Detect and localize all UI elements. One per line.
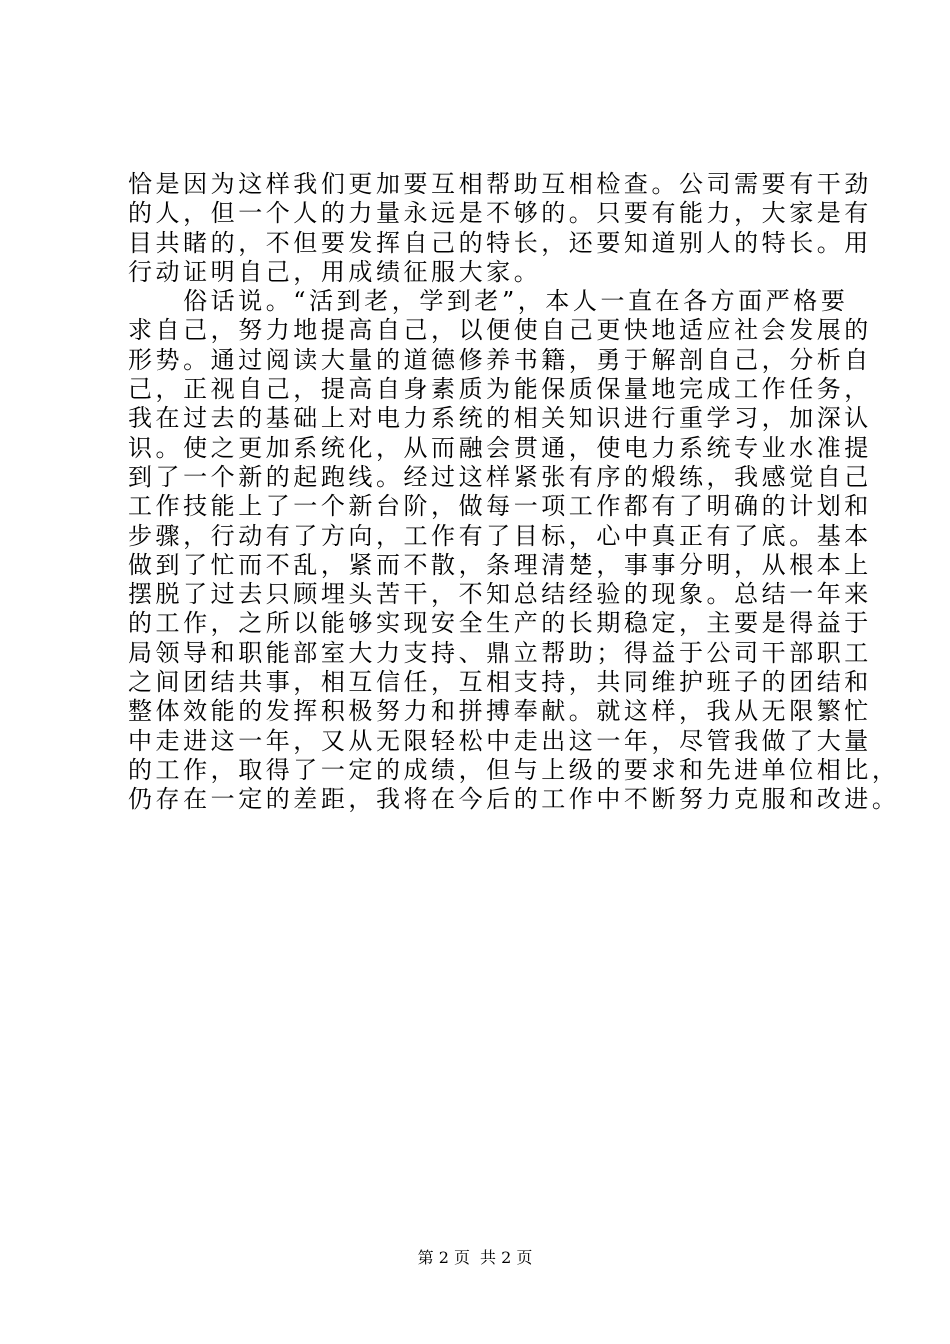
body-text — [128, 170, 900, 815]
text-line: 工作技能上了一个新台阶，做每一项工作都有了明确的计划和 — [128, 492, 872, 521]
text-line: 求自己，努力地提高自己，以便使自己更快地适应社会发展的 — [128, 316, 872, 345]
page-total: 共 2 页 — [480, 1248, 533, 1267]
text-line: 识。使之更加系统化，从而融会贯通，使电力系统专业水准提 — [128, 433, 872, 462]
text-line: 俗话说。“活到老，学到老”，本人一直在各方面严格要 — [128, 287, 849, 316]
text-line: 目共睹的，不但要发挥自己的特长，还要知道别人的特长。用 — [128, 228, 872, 257]
text-line: 的工作，取得了一定的成绩，但与上级的要求和先进单位相比， — [128, 755, 900, 784]
text-line: 中走进这一年，又从无限轻松中走出这一年，尽管我做了大量 — [128, 726, 872, 755]
text-line: 局领导和职能部室大力支持、鼎立帮助；得益于公司干部职工 — [128, 638, 872, 667]
text-line: 的工作，之所以能够实现安全生产的长期稳定，主要是得益于 — [128, 609, 872, 638]
text-line: 的人，但一个人的力量永远是不够的。只要有能力，大家是有 — [128, 199, 872, 228]
text-line: 做到了忙而不乱，紧而不散，条理清楚，事事分明，从根本上 — [128, 550, 872, 579]
text-line: 摆脱了过去只顾埋头苦干，不知总结经验的现象。总结一年来 — [128, 580, 872, 609]
page-number: 第 2 页 — [417, 1248, 470, 1267]
text-line: 己，正视自己，提高自身素质为能保质保量地完成工作任务， — [128, 375, 872, 404]
text-line: 之间团结共事，相互信任，互相支持，共同维护班子的团结和 — [128, 668, 872, 697]
text-line: 形势。通过阅读大量的道德修养书籍，勇于解剖自己，分析自 — [128, 345, 872, 374]
text-line: 到了一个新的起跑线。经过这样紧张有序的煅练，我感觉自己 — [128, 462, 872, 491]
text-line: 我在过去的基础上对电力系统的相关知识进行重学习，加深认 — [128, 404, 872, 433]
text-line: 仍存在一定的差距，我将在今后的工作中不断努力克服和改进。 — [128, 785, 900, 814]
page-footer — [0, 1245, 950, 1268]
text-line: 整体效能的发挥积极努力和拼搏奉献。就这样，我从无限繁忙 — [128, 697, 872, 726]
text-line: 恰是因为这样我们更加要互相帮助互相检查。公司需要有干劲 — [128, 170, 872, 198]
text-line: 步骤，行动有了方向，工作有了目标，心中真正有了底。基本 — [128, 521, 872, 550]
text-line: 行动证明自己，用成绩征服大家。 — [128, 257, 542, 286]
